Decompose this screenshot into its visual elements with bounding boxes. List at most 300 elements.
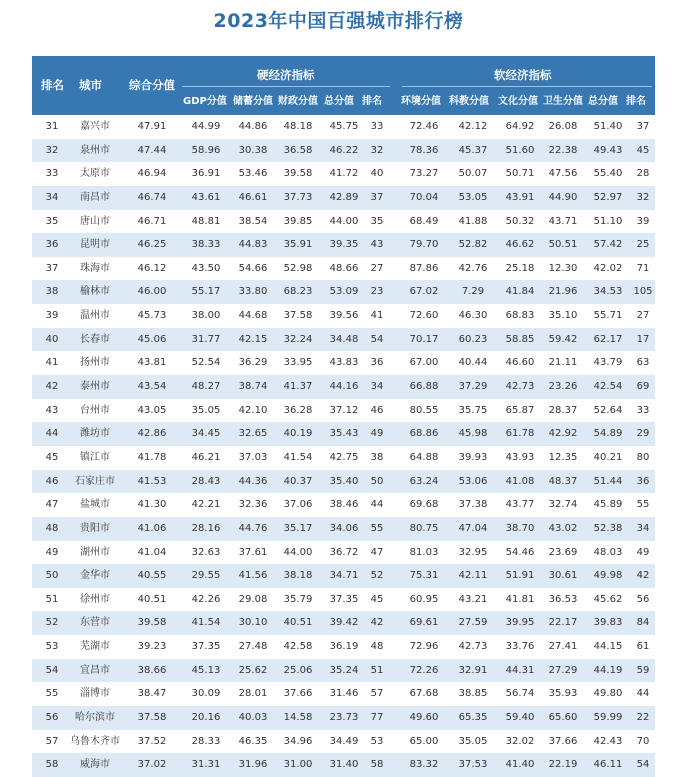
cell-hard-rank: 48 bbox=[370, 641, 384, 653]
header-hard-divider bbox=[182, 86, 390, 87]
cell-sci: 35.05 bbox=[458, 735, 488, 747]
cell-gdp: 55.17 bbox=[191, 286, 221, 298]
header-city: 城市 bbox=[79, 78, 102, 92]
cell-hard-rank: 35 bbox=[370, 215, 384, 227]
cell-soft-total: 52.97 bbox=[593, 191, 623, 203]
cell-env: 72.26 bbox=[409, 664, 439, 676]
cell-savings: 42.10 bbox=[238, 404, 268, 416]
cell-gdp: 44.99 bbox=[191, 121, 221, 132]
cell-gdp: 29.55 bbox=[191, 570, 221, 582]
cell-fiscal: 14.58 bbox=[283, 712, 313, 724]
table-row bbox=[32, 210, 655, 234]
cell-savings: 38.54 bbox=[238, 215, 268, 227]
cell-city: 湖州市 bbox=[80, 546, 110, 558]
cell-total-score: 47.44 bbox=[137, 144, 167, 156]
cell-fiscal: 36.58 bbox=[283, 144, 313, 156]
cell-culture: 51.91 bbox=[505, 570, 535, 582]
cell-env: 83.32 bbox=[409, 759, 439, 771]
cell-hard-rank: 49 bbox=[370, 428, 384, 440]
cell-hard-total: 44.00 bbox=[329, 215, 359, 227]
cell-total-score: 45.73 bbox=[137, 310, 167, 322]
cell-soft-rank: 42 bbox=[636, 570, 650, 582]
cell-sci: 41.88 bbox=[458, 215, 488, 227]
cell-sci: 42.12 bbox=[458, 121, 488, 132]
cell-city: 唐山市 bbox=[80, 215, 110, 227]
cell-fiscal: 39.85 bbox=[283, 215, 313, 227]
cell-city: 金华市 bbox=[80, 570, 110, 582]
table-row bbox=[32, 659, 655, 683]
cell-total-score: 43.54 bbox=[137, 381, 167, 393]
cell-city: 镇江市 bbox=[80, 451, 110, 463]
cell-city: 哈尔滨市 bbox=[75, 712, 115, 724]
cell-hard-total: 45.75 bbox=[329, 121, 359, 132]
cell-savings: 44.83 bbox=[238, 239, 268, 251]
cell-soft-total: 49.98 bbox=[593, 570, 623, 582]
cell-hard-rank: 33 bbox=[370, 121, 384, 132]
cell-savings: 29.08 bbox=[238, 593, 268, 605]
cell-rank: 33 bbox=[45, 168, 59, 180]
cell-hard-total: 36.19 bbox=[329, 641, 359, 653]
cell-savings: 28.01 bbox=[238, 688, 268, 700]
cell-env: 63.24 bbox=[409, 475, 439, 487]
cell-soft-total: 46.11 bbox=[593, 759, 623, 771]
table-row bbox=[32, 304, 655, 328]
cell-city: 太原市 bbox=[80, 168, 110, 180]
cell-health: 36.53 bbox=[548, 593, 578, 605]
cell-total-score: 43.81 bbox=[137, 357, 167, 369]
cell-rank: 34 bbox=[45, 191, 59, 203]
cell-soft-total: 48.03 bbox=[593, 546, 623, 558]
cell-soft-rank: 56 bbox=[636, 593, 650, 605]
cell-city: 贵阳市 bbox=[80, 522, 110, 534]
cell-health: 50.51 bbox=[548, 239, 578, 251]
cell-gdp: 46.21 bbox=[191, 451, 221, 463]
cell-health: 43.02 bbox=[548, 522, 578, 534]
cell-rank: 31 bbox=[45, 121, 59, 132]
cell-env: 60.95 bbox=[409, 593, 439, 605]
cell-sci: 45.98 bbox=[458, 428, 488, 440]
cell-rank: 38 bbox=[45, 286, 59, 298]
cell-env: 65.00 bbox=[409, 735, 439, 747]
cell-hard-total: 39.56 bbox=[329, 310, 359, 322]
cell-fiscal: 52.98 bbox=[283, 262, 313, 274]
cell-total-score: 45.06 bbox=[137, 333, 167, 345]
cell-env: 79.70 bbox=[409, 239, 439, 251]
cell-soft-total: 55.71 bbox=[593, 310, 623, 322]
cell-soft-total: 54.89 bbox=[593, 428, 623, 440]
cell-gdp: 34.45 bbox=[191, 428, 221, 440]
cell-env: 81.03 bbox=[409, 546, 439, 558]
cell-hard-total: 48.66 bbox=[329, 262, 359, 274]
cell-total-score: 43.05 bbox=[137, 404, 167, 416]
cell-culture: 25.18 bbox=[505, 262, 535, 274]
cell-savings: 32.36 bbox=[238, 499, 268, 511]
cell-hard-total: 31.46 bbox=[329, 688, 359, 700]
cell-savings: 38.74 bbox=[238, 381, 268, 393]
header-total-score: 综合分值 bbox=[129, 78, 175, 92]
cell-env: 73.27 bbox=[409, 168, 439, 180]
cell-fiscal: 44.00 bbox=[283, 546, 313, 558]
cell-soft-rank: 22 bbox=[636, 712, 650, 724]
cell-soft-rank: 34 bbox=[636, 522, 650, 534]
cell-city: 珠海市 bbox=[80, 262, 110, 274]
cell-savings: 44.76 bbox=[238, 522, 268, 534]
cell-city: 芜湖市 bbox=[80, 641, 110, 653]
cell-savings: 31.96 bbox=[238, 759, 268, 771]
cell-env: 66.88 bbox=[409, 381, 439, 393]
cell-gdp: 28.43 bbox=[191, 475, 221, 487]
cell-soft-rank: 33 bbox=[636, 404, 650, 416]
cell-rank: 49 bbox=[45, 546, 59, 558]
cell-culture: 54.46 bbox=[505, 546, 535, 558]
cell-soft-rank: 80 bbox=[636, 451, 650, 463]
cell-hard-total: 34.48 bbox=[329, 333, 359, 345]
cell-env: 72.60 bbox=[409, 310, 439, 322]
header-hard-gdp: GDP分值 bbox=[183, 96, 227, 107]
cell-health: 32.74 bbox=[548, 499, 578, 511]
cell-culture: 43.91 bbox=[505, 191, 535, 203]
cell-soft-total: 51.44 bbox=[593, 475, 623, 487]
cell-gdp: 52.54 bbox=[191, 357, 221, 369]
cell-soft-total: 42.54 bbox=[593, 381, 623, 393]
cell-hard-total: 34.49 bbox=[329, 735, 359, 747]
cell-hard-total: 36.72 bbox=[329, 546, 359, 558]
cell-savings: 41.56 bbox=[238, 570, 268, 582]
cell-fiscal: 25.06 bbox=[283, 664, 313, 676]
cell-soft-rank: 71 bbox=[636, 262, 650, 274]
page-title: 2023年中国百强城市排行榜 bbox=[213, 10, 464, 32]
cell-culture: 59.40 bbox=[505, 712, 535, 724]
cell-soft-rank: 70 bbox=[636, 735, 650, 747]
cell-sci: 32.95 bbox=[458, 546, 488, 558]
table-row bbox=[32, 564, 655, 588]
cell-health: 59.42 bbox=[548, 333, 578, 345]
header-hard-fiscal: 财政分值 bbox=[278, 96, 318, 107]
cell-culture: 68.83 bbox=[505, 310, 535, 322]
cell-hard-rank: 52 bbox=[370, 570, 384, 582]
cell-hard-rank: 42 bbox=[370, 617, 384, 629]
cell-soft-rank: 105 bbox=[633, 286, 653, 298]
cell-city: 长春市 bbox=[80, 333, 110, 345]
cell-env: 67.00 bbox=[409, 357, 439, 369]
cell-hard-total: 39.35 bbox=[329, 239, 359, 251]
cell-rank: 55 bbox=[45, 688, 59, 700]
cell-health: 48.37 bbox=[548, 475, 578, 487]
cell-rank: 57 bbox=[45, 735, 59, 747]
cell-soft-total: 39.83 bbox=[593, 617, 623, 629]
cell-health: 22.19 bbox=[548, 759, 578, 771]
header-hard-rank: 排名 bbox=[362, 96, 382, 107]
cell-gdp: 31.31 bbox=[191, 759, 221, 771]
cell-hard-rank: 55 bbox=[370, 522, 384, 534]
cell-sci: 40.44 bbox=[458, 357, 488, 369]
cell-hard-rank: 51 bbox=[370, 664, 384, 676]
cell-soft-total: 34.53 bbox=[593, 286, 623, 298]
cell-soft-rank: 45 bbox=[636, 144, 650, 156]
cell-sci: 42.11 bbox=[458, 570, 488, 582]
table-row bbox=[32, 588, 655, 612]
cell-soft-total: 43.79 bbox=[593, 357, 623, 369]
cell-savings: 40.03 bbox=[238, 712, 268, 724]
cell-culture: 38.70 bbox=[505, 522, 535, 534]
cell-soft-total: 52.64 bbox=[593, 404, 623, 416]
cell-health: 35.10 bbox=[548, 310, 578, 322]
cell-soft-rank: 44 bbox=[636, 688, 650, 700]
cell-fiscal: 37.58 bbox=[283, 310, 313, 322]
cell-culture: 51.60 bbox=[505, 144, 535, 156]
cell-hard-total: 42.75 bbox=[329, 451, 359, 463]
cell-hard-rank: 50 bbox=[370, 475, 384, 487]
header-soft-health: 卫生分值 bbox=[543, 96, 583, 107]
cell-soft-rank: 59 bbox=[636, 664, 650, 676]
cell-hard-total: 37.35 bbox=[329, 593, 359, 605]
header-soft-divider bbox=[402, 86, 652, 87]
cell-health: 35.93 bbox=[548, 688, 578, 700]
cell-gdp: 58.96 bbox=[191, 144, 221, 156]
cell-rank: 54 bbox=[45, 664, 59, 676]
cell-city: 泉州市 bbox=[80, 144, 110, 156]
cell-soft-rank: 27 bbox=[636, 310, 650, 322]
cell-total-score: 41.30 bbox=[137, 499, 167, 511]
table-row bbox=[32, 162, 655, 186]
cell-sci: 60.23 bbox=[458, 333, 488, 345]
cell-hard-rank: 32 bbox=[370, 144, 384, 156]
table-row bbox=[32, 706, 655, 730]
cell-total-score: 37.02 bbox=[137, 759, 167, 771]
cell-hard-rank: 58 bbox=[370, 759, 384, 771]
cell-sci: 43.21 bbox=[458, 593, 488, 605]
cell-health: 12.35 bbox=[548, 451, 578, 463]
cell-culture: 46.62 bbox=[505, 239, 535, 251]
table-row bbox=[32, 186, 655, 210]
cell-sci: 39.93 bbox=[458, 451, 488, 463]
cell-culture: 61.78 bbox=[505, 428, 535, 440]
cell-hard-rank: 44 bbox=[370, 499, 384, 511]
cell-total-score: 46.12 bbox=[137, 262, 167, 274]
cell-savings: 32.65 bbox=[238, 428, 268, 440]
cell-culture: 33.76 bbox=[505, 641, 535, 653]
cell-health: 27.41 bbox=[548, 641, 578, 653]
header-rank: 排名 bbox=[41, 78, 64, 92]
cell-env: 64.88 bbox=[409, 451, 439, 463]
cell-total-score: 40.55 bbox=[137, 570, 167, 582]
cell-city: 台州市 bbox=[80, 404, 110, 416]
cell-culture: 41.81 bbox=[505, 593, 535, 605]
cell-gdp: 28.16 bbox=[191, 522, 221, 534]
cell-total-score: 41.53 bbox=[137, 475, 167, 487]
cell-savings: 44.86 bbox=[238, 121, 268, 132]
cell-total-score: 37.52 bbox=[137, 735, 167, 747]
cell-savings: 33.80 bbox=[238, 286, 268, 298]
table-row bbox=[32, 280, 655, 304]
cell-culture: 41.08 bbox=[505, 475, 535, 487]
cell-savings: 44.36 bbox=[238, 475, 268, 487]
cell-sci: 42.73 bbox=[458, 641, 488, 653]
header-soft-total: 总分值 bbox=[588, 96, 618, 107]
cell-gdp: 38.33 bbox=[191, 239, 221, 251]
table-row bbox=[32, 730, 655, 754]
cell-soft-total: 51.10 bbox=[593, 215, 623, 227]
cell-hard-rank: 40 bbox=[370, 168, 384, 180]
cell-hard-rank: 41 bbox=[370, 310, 384, 322]
cell-rank: 37 bbox=[45, 262, 59, 274]
cell-hard-rank: 38 bbox=[370, 451, 384, 463]
cell-hard-total: 37.12 bbox=[329, 404, 359, 416]
cell-savings: 37.61 bbox=[238, 546, 268, 558]
cell-health: 22.17 bbox=[548, 617, 578, 629]
cell-culture: 43.77 bbox=[505, 499, 535, 511]
cell-fiscal: 31.00 bbox=[283, 759, 313, 771]
cell-city: 威海市 bbox=[80, 759, 110, 771]
cell-fiscal: 40.37 bbox=[283, 475, 313, 487]
cell-city: 昆明市 bbox=[80, 239, 110, 251]
cell-soft-rank: 28 bbox=[636, 168, 650, 180]
cell-health: 12.30 bbox=[548, 262, 578, 274]
header-hard-group: 硬经济指标 bbox=[257, 68, 315, 82]
cell-soft-total: 59.99 bbox=[593, 712, 623, 724]
cell-savings: 46.35 bbox=[238, 735, 268, 747]
cell-savings: 25.62 bbox=[238, 664, 268, 676]
cell-soft-total: 49.43 bbox=[593, 144, 623, 156]
cell-health: 28.37 bbox=[548, 404, 578, 416]
cell-total-score: 39.23 bbox=[137, 641, 167, 653]
cell-env: 49.60 bbox=[409, 712, 439, 724]
cell-soft-total: 49.80 bbox=[593, 688, 623, 700]
header-soft-env: 环境分值 bbox=[401, 96, 441, 107]
cell-culture: 56.74 bbox=[505, 688, 535, 700]
cell-env: 70.04 bbox=[409, 191, 439, 203]
cell-savings: 30.38 bbox=[238, 144, 268, 156]
cell-gdp: 32.63 bbox=[191, 546, 221, 558]
table-row bbox=[32, 233, 655, 257]
cell-health: 23.69 bbox=[548, 546, 578, 558]
table-body bbox=[32, 115, 655, 777]
cell-hard-rank: 47 bbox=[370, 546, 384, 558]
cell-savings: 30.10 bbox=[238, 617, 268, 629]
cell-city: 乌鲁木齐市 bbox=[70, 735, 120, 747]
cell-env: 69.68 bbox=[409, 499, 439, 511]
cell-hard-rank: 53 bbox=[370, 735, 384, 747]
cell-soft-total: 55.40 bbox=[593, 168, 623, 180]
cell-soft-rank: 55 bbox=[636, 499, 650, 511]
cell-soft-total: 45.89 bbox=[593, 499, 623, 511]
cell-fiscal: 37.06 bbox=[283, 499, 313, 511]
cell-sci: 32.91 bbox=[458, 664, 488, 676]
cell-gdp: 38.00 bbox=[191, 310, 221, 322]
cell-rank: 48 bbox=[45, 522, 59, 534]
cell-health: 37.66 bbox=[548, 735, 578, 747]
cell-culture: 44.31 bbox=[505, 664, 535, 676]
cell-total-score: 47.91 bbox=[137, 121, 167, 132]
header-soft-rank: 排名 bbox=[626, 96, 646, 107]
cell-soft-total: 44.15 bbox=[593, 641, 623, 653]
cell-city: 潍坊市 bbox=[80, 428, 110, 440]
cell-soft-rank: 32 bbox=[636, 191, 650, 203]
cell-soft-total: 42.43 bbox=[593, 735, 623, 747]
cell-total-score: 41.04 bbox=[137, 546, 167, 558]
cell-hard-total: 53.09 bbox=[329, 286, 359, 298]
cell-soft-rank: 69 bbox=[636, 381, 650, 393]
cell-gdp: 43.50 bbox=[191, 262, 221, 274]
table-row bbox=[32, 257, 655, 281]
cell-hard-total: 39.42 bbox=[329, 617, 359, 629]
cell-sci: 27.59 bbox=[458, 617, 488, 629]
cell-gdp: 30.09 bbox=[191, 688, 221, 700]
cell-gdp: 42.21 bbox=[191, 499, 221, 511]
cell-sci: 47.04 bbox=[458, 522, 488, 534]
cell-sci: 65.35 bbox=[458, 712, 488, 724]
header-soft-culture: 文化分值 bbox=[498, 96, 538, 107]
cell-health: 22.38 bbox=[548, 144, 578, 156]
cell-gdp: 45.13 bbox=[191, 664, 221, 676]
cell-savings: 27.48 bbox=[238, 641, 268, 653]
cell-culture: 65.87 bbox=[505, 404, 535, 416]
cell-rank: 46 bbox=[45, 475, 59, 487]
cell-savings: 46.61 bbox=[238, 191, 268, 203]
cell-rank: 51 bbox=[45, 593, 59, 605]
cell-sci: 42.76 bbox=[458, 262, 488, 274]
cell-fiscal: 35.91 bbox=[283, 239, 313, 251]
cell-rank: 44 bbox=[45, 428, 59, 440]
cell-culture: 42.73 bbox=[505, 381, 535, 393]
table-row bbox=[32, 682, 655, 706]
cell-fiscal: 33.95 bbox=[283, 357, 313, 369]
cell-soft-rank: 17 bbox=[636, 333, 650, 345]
table-row bbox=[32, 517, 655, 541]
cell-soft-total: 62.17 bbox=[593, 333, 623, 345]
cell-total-score: 41.78 bbox=[137, 451, 167, 463]
cell-city: 榆林市 bbox=[80, 286, 110, 298]
cell-env: 67.68 bbox=[409, 688, 439, 700]
cell-soft-rank: 84 bbox=[636, 617, 650, 629]
cell-total-score: 46.71 bbox=[137, 215, 167, 227]
cell-city: 南昌市 bbox=[80, 191, 110, 203]
cell-sci: 46.30 bbox=[458, 310, 488, 322]
cell-hard-rank: 54 bbox=[370, 333, 384, 345]
cell-total-score: 41.06 bbox=[137, 522, 167, 534]
cell-city: 宜昌市 bbox=[80, 664, 110, 676]
cell-culture: 58.85 bbox=[505, 333, 535, 345]
cell-rank: 58 bbox=[45, 759, 59, 771]
cell-fiscal: 37.66 bbox=[283, 688, 313, 700]
cell-gdp: 20.16 bbox=[191, 712, 221, 724]
cell-gdp: 48.27 bbox=[191, 381, 221, 393]
cell-health: 47.56 bbox=[548, 168, 578, 180]
cell-city: 盐城市 bbox=[80, 499, 110, 511]
cell-total-score: 46.25 bbox=[137, 239, 167, 251]
cell-soft-total: 42.02 bbox=[593, 262, 623, 274]
cell-fiscal: 40.19 bbox=[283, 428, 313, 440]
cell-soft-total: 40.21 bbox=[593, 451, 623, 463]
cell-city: 嘉兴市 bbox=[80, 121, 110, 132]
cell-health: 42.92 bbox=[548, 428, 578, 440]
cell-soft-total: 45.62 bbox=[593, 593, 623, 605]
cell-sci: 38.85 bbox=[458, 688, 488, 700]
table-row bbox=[32, 611, 655, 635]
cell-hard-total: 46.22 bbox=[329, 144, 359, 156]
table-row bbox=[32, 635, 655, 659]
cell-soft-rank: 61 bbox=[636, 641, 650, 653]
cell-health: 65.60 bbox=[548, 712, 578, 724]
cell-gdp: 31.77 bbox=[191, 333, 221, 345]
cell-env: 72.46 bbox=[409, 121, 439, 132]
cell-culture: 50.71 bbox=[505, 168, 535, 180]
cell-gdp: 28.33 bbox=[191, 735, 221, 747]
cell-rank: 56 bbox=[45, 712, 59, 724]
cell-city: 温州市 bbox=[80, 310, 110, 322]
cell-health: 26.08 bbox=[548, 121, 578, 132]
cell-fiscal: 36.28 bbox=[283, 404, 313, 416]
